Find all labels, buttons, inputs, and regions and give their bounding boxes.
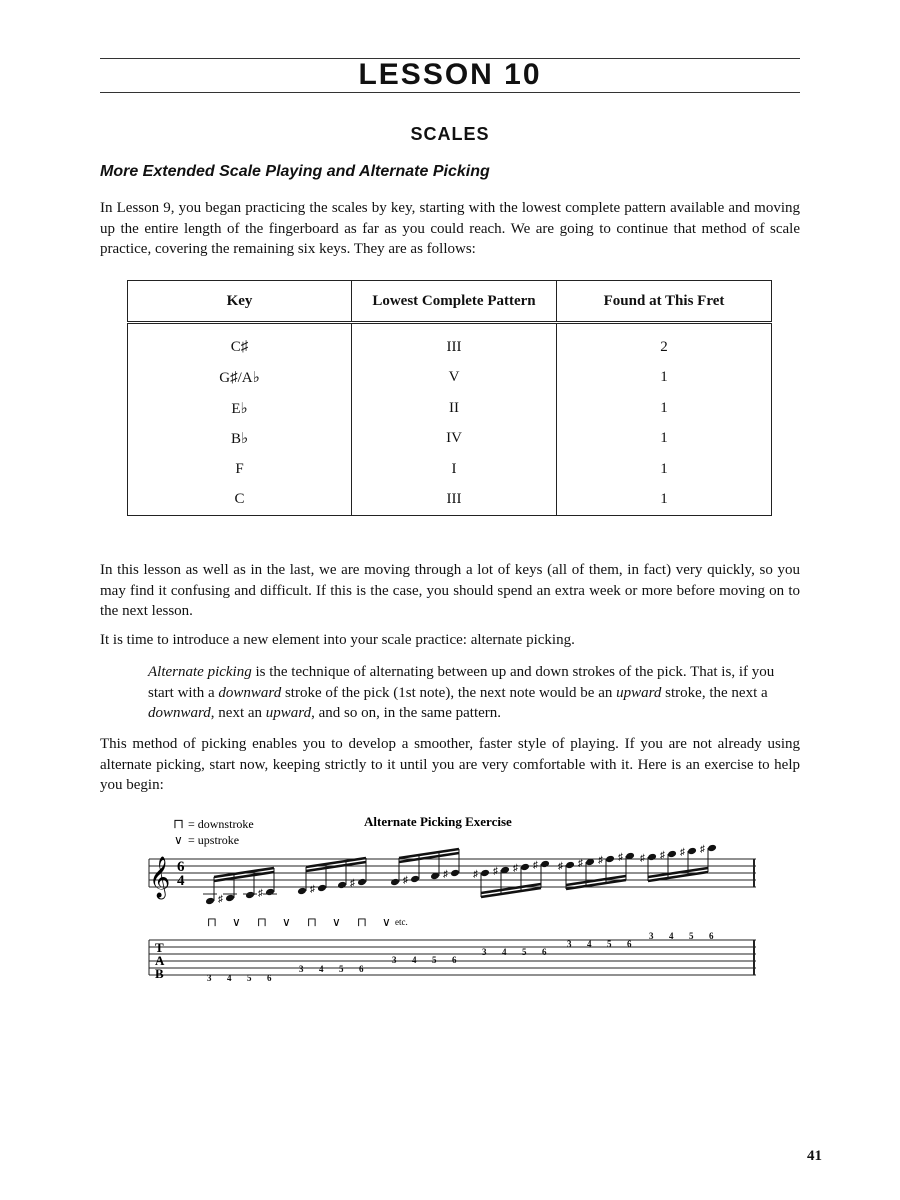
table-cell-pattern: III xyxy=(352,323,557,363)
note-head xyxy=(605,855,615,864)
definition-text: is the technique of alternating between up and down strokes of the pick. That is, if you start with a xyxy=(148,664,775,701)
note-head xyxy=(565,861,575,870)
exercise-title: Alternate Picking Exercise xyxy=(364,814,512,829)
definition-text: stroke, the next a xyxy=(661,684,768,701)
tab-fret-number: 6 xyxy=(709,931,714,941)
table-cell-key: G♯/A♭ xyxy=(128,363,352,394)
tab-fret-number: 3 xyxy=(207,973,212,983)
time-signature-bottom: 4 xyxy=(177,873,185,889)
note-group xyxy=(297,858,367,895)
table-cell-key: E♭ xyxy=(128,393,352,424)
note-head xyxy=(337,881,347,890)
definition-emphasis: downward xyxy=(218,684,282,701)
tab-fret-number: 6 xyxy=(452,955,457,965)
note-head xyxy=(317,884,327,893)
table-cell-key: B♭ xyxy=(128,424,352,455)
note-head xyxy=(450,869,460,878)
key-table-header-row xyxy=(128,281,772,323)
tab-fret-number: 3 xyxy=(482,947,487,957)
sharp-accidental: ♯ xyxy=(618,852,623,863)
time-signature-top: 6 xyxy=(177,859,185,875)
definition-emphasis: upward xyxy=(616,684,662,701)
note-head xyxy=(667,850,677,859)
table-row xyxy=(128,454,772,485)
section-title: SCALES xyxy=(410,124,490,144)
sharp-accidental: ♯ xyxy=(660,850,665,861)
note-head xyxy=(225,894,235,903)
tab-letter: T xyxy=(155,940,164,955)
tab-fret-number: 5 xyxy=(247,973,252,983)
legend-downstroke: = downstroke xyxy=(188,817,254,831)
note-head xyxy=(480,869,490,878)
note-head xyxy=(245,891,255,900)
tab-letter: B xyxy=(155,966,164,981)
tab-fret-number: 5 xyxy=(339,964,344,974)
key-table-header: Lowest Complete Pattern xyxy=(352,281,557,323)
tab-fret-number: 4 xyxy=(227,973,232,983)
definition-block xyxy=(148,662,788,724)
definition-text: , next an xyxy=(210,705,266,721)
sharp-accidental: ♯ xyxy=(403,875,408,886)
table-row xyxy=(128,323,772,363)
definition-text: , and so on, in the same pattern. xyxy=(311,705,502,721)
tab-letter: A xyxy=(155,953,165,968)
downstroke-icon: ⊓ xyxy=(257,915,268,929)
tab-fret-number: 4 xyxy=(587,939,592,949)
table-cell-pattern: III xyxy=(352,485,557,516)
tab-fret-number: 6 xyxy=(359,964,364,974)
definition-term: Alternate picking xyxy=(148,664,252,680)
tab-fret-number: 3 xyxy=(299,964,304,974)
tab-fret-number: 6 xyxy=(267,973,272,983)
lesson-title: LESSON 10 xyxy=(358,58,542,91)
note-group xyxy=(558,852,635,889)
table-cell-pattern: I xyxy=(352,454,557,485)
note-head xyxy=(520,863,530,872)
sharp-accidental: ♯ xyxy=(513,863,518,874)
sharp-accidental: ♯ xyxy=(598,855,603,866)
key-table xyxy=(127,280,772,516)
legend-upstroke: = upstroke xyxy=(188,833,240,847)
table-cell-fret: 1 xyxy=(660,399,668,416)
upstroke-symbol: ∨ xyxy=(174,833,183,847)
note-groups xyxy=(203,844,717,906)
intro-paragraph: In Lesson 9, you began practicing the scales by key, starting with the lowest complete pattern available and moving up the entire length of the fingerboard as far as you could reach. We are going to continue that method of scale practice, covering the remaining six keys. They are as follows: xyxy=(100,200,800,257)
table-cell-pattern: V xyxy=(352,363,557,394)
note-group xyxy=(473,860,550,897)
tab-fret-number: 3 xyxy=(392,955,397,965)
note-head xyxy=(357,878,367,887)
definition-emphasis: upward xyxy=(265,705,312,721)
table-cell-fret: 1 xyxy=(660,369,668,386)
note-group xyxy=(640,844,717,881)
table-cell-fret: 2 xyxy=(660,338,668,355)
table-cell-fret: 1 xyxy=(660,491,668,508)
tab-fret-number: 5 xyxy=(522,947,527,957)
sharp-accidental: ♯ xyxy=(473,869,478,880)
sharp-accidental: ♯ xyxy=(533,860,538,871)
tab-fret-number: 5 xyxy=(689,931,694,941)
upstroke-icon: ∨ xyxy=(282,915,291,929)
sharp-accidental: ♯ xyxy=(258,888,263,899)
sharp-accidental: ♯ xyxy=(578,858,583,869)
table-row xyxy=(128,393,772,424)
method-paragraph: This method of picking enables you to develop a smoother, faster style of playing. If you are not already using alternate picking, start now, keeping strictly to it until you are very comfortable with it. Here is an exercise to help you begin: xyxy=(100,736,800,793)
note-group xyxy=(390,849,460,886)
table-row xyxy=(128,363,772,394)
sharp-accidental: ♯ xyxy=(310,884,315,895)
upstroke-icon: ∨ xyxy=(232,915,241,929)
downstroke-icon: ⊓ xyxy=(357,915,368,929)
sharp-accidental: ♯ xyxy=(700,844,705,855)
tab-fret-number: 4 xyxy=(502,947,507,957)
sharp-accidental: ♯ xyxy=(350,878,355,889)
downstroke-icon: ⊓ xyxy=(207,915,218,929)
lesson-paragraph: In this lesson as well as in the last, we are moving through a lot of keys (all of them, in fact) very quickly, so you may find it confusing and difficult. If this is the case, you should spend an extra week or more before moving on to the next lesson. xyxy=(100,562,800,619)
downstroke-symbol: ⊓ xyxy=(173,816,184,831)
table-cell-key: C xyxy=(128,485,352,516)
table-row xyxy=(128,424,772,455)
tab-fret-number: 5 xyxy=(432,955,437,965)
treble-clef-icon: 𝄞 xyxy=(149,857,171,897)
upstroke-icon: ∨ xyxy=(382,915,391,929)
page-number: 41 xyxy=(807,1148,822,1164)
table-cell-pattern: IV xyxy=(352,424,557,455)
sharp-accidental: ♯ xyxy=(443,869,448,880)
note-head xyxy=(205,897,215,906)
note-head xyxy=(390,878,400,887)
table-cell-key: F xyxy=(128,454,352,485)
tab-fret-number: 3 xyxy=(567,939,572,949)
tab-fret-number: 5 xyxy=(607,939,612,949)
tab-fret-number: 4 xyxy=(669,931,674,941)
note-head xyxy=(265,888,275,897)
definition-emphasis: downward xyxy=(148,705,211,721)
note-head xyxy=(687,847,697,856)
table-cell-pattern: II xyxy=(352,393,557,424)
title-bottom-rule xyxy=(100,92,800,93)
tab-fret-number: 6 xyxy=(542,947,547,957)
table-cell-key: C♯ xyxy=(128,323,352,363)
definition-text: stroke of the pick (1st note), the next note would be an xyxy=(281,684,617,701)
note-head xyxy=(410,875,420,884)
downstroke-icon: ⊓ xyxy=(307,915,318,929)
alternate-picking-exercise xyxy=(140,805,770,1000)
note-head xyxy=(647,853,657,862)
upstroke-icon: ∨ xyxy=(332,915,341,929)
table-cell-fret: 1 xyxy=(660,460,668,477)
tab-fret-number: 4 xyxy=(412,955,417,965)
note-head xyxy=(297,887,307,896)
tab-fret-number: 3 xyxy=(649,931,654,941)
subheading: More Extended Scale Playing and Alternate Picking xyxy=(100,163,490,180)
key-table-header: Found at This Fret xyxy=(557,281,772,323)
key-table-header: Key xyxy=(128,281,352,323)
sharp-accidental: ♯ xyxy=(558,861,563,872)
introduce-paragraph: It is time to introduce a new element into your scale practice: alternate picking. xyxy=(100,632,575,648)
picking-etc: etc. xyxy=(395,917,408,927)
note-head xyxy=(540,860,550,869)
note-head xyxy=(707,844,717,853)
sharp-accidental: ♯ xyxy=(493,866,498,877)
tab-fret-number: 4 xyxy=(319,964,324,974)
sharp-accidental: ♯ xyxy=(218,894,223,905)
tab-fret-number: 6 xyxy=(627,939,632,949)
sharp-accidental: ♯ xyxy=(680,847,685,858)
table-row xyxy=(128,485,772,516)
picking-symbols xyxy=(207,915,408,929)
table-cell-fret: 1 xyxy=(660,430,668,447)
sharp-accidental: ♯ xyxy=(640,853,645,864)
